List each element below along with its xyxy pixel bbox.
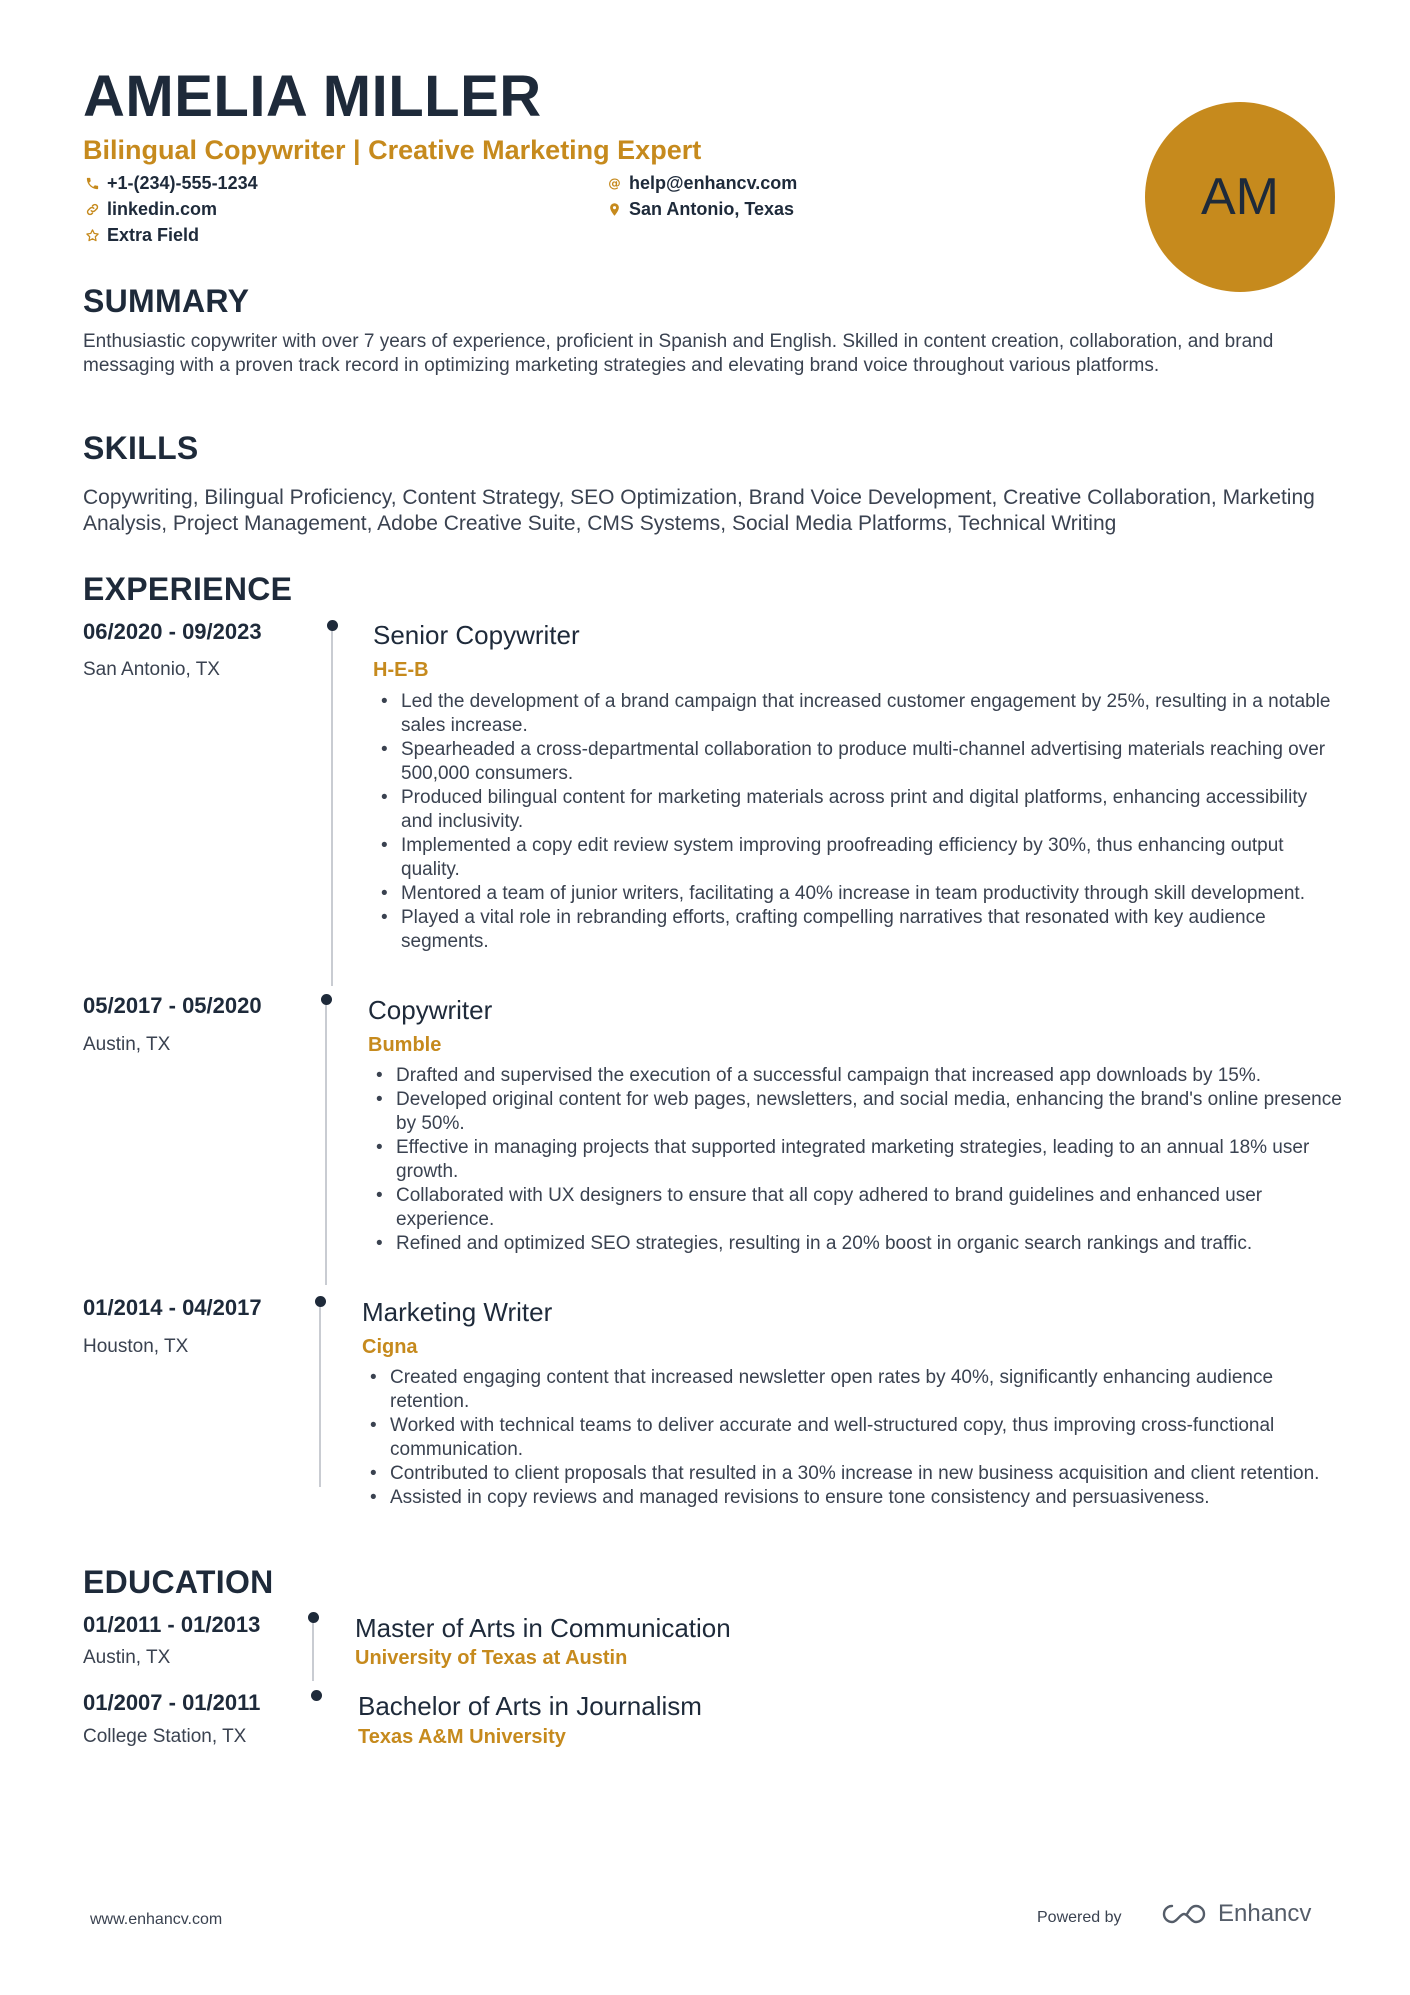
footer-url[interactable]: www.enhancv.com: [90, 1911, 223, 1928]
list-item: • Worked with technical teams to deliver accurate and well-structured copy, thus improving cross-functional communication.: [362, 1414, 1342, 1462]
list-item: • Refined and optimized SEO strategies, resulting in a 20% boost in organic search rankings and traffic.: [368, 1232, 1343, 1256]
list-item: • Produced bilingual content for marketing materials across print and digital platforms, enhancing accessibility and inclusivity.: [373, 786, 1343, 834]
job-dates: 01/2014 - 04/2017: [83, 1295, 262, 1320]
list-item: • Mentored a team of junior writers, facilitating a 40% increase in team productivity through skill development.: [373, 882, 1343, 906]
extra-text: Extra Field: [107, 225, 200, 245]
job-location: Houston, TX: [83, 1336, 189, 1357]
contact-email: [605, 174, 797, 192]
job-title: Senior Copywriter: [373, 620, 580, 650]
job-company: Bumble: [368, 1034, 442, 1056]
list-item: • Assisted in copy reviews and managed revisions to ensure tone consistency and persuasiveness.: [362, 1486, 1342, 1510]
edu-dates: 01/2007 - 01/2011: [83, 1690, 261, 1715]
job-bullets: [368, 1064, 1343, 1256]
enhancv-logo-icon: [1160, 1901, 1208, 1927]
job-title: Marketing Writer: [362, 1297, 553, 1327]
skills-text: Copywriting, Bilingual Proficiency, Content Strategy, SEO Optimization, Brand Voice Development, Creative Collaboration, Marketing Analysis, Project Management, Adobe Creative Suite, CMS Systems, Social Media Platforms, Technical Writing: [83, 486, 1315, 535]
job-company: H-E-B: [373, 659, 429, 681]
enhancv-brand[interactable]: [1160, 1900, 1311, 1928]
job-title: Copywriter: [368, 995, 493, 1025]
edu-school: Texas A&M University: [358, 1726, 566, 1748]
job-bullets: [373, 690, 1343, 954]
edu-location: Austin, TX: [83, 1647, 171, 1668]
list-item: • Played a vital role in rebranding efforts, crafting compelling narratives that resonated with key audience segments.: [373, 906, 1343, 954]
edu-degree: Bachelor of Arts in Journalism: [358, 1691, 702, 1721]
contact-linkedin: [83, 200, 217, 218]
candidate-name: AMELIA MILLER: [83, 64, 542, 129]
summary-text: Enthusiastic copywriter with over 7 years of experience, proficient in Spanish and English. Skilled in content creation, collaboration, and brand messaging with a proven track record in optimizing marketing strategies and elevating brand voice throughout various platforms.: [83, 331, 1274, 376]
contact-location: [605, 200, 794, 218]
email-icon: [605, 174, 623, 192]
edu-degree: Master of Arts in Communication: [355, 1613, 731, 1643]
candidate-title: Bilingual Copywriter | Creative Marketing Expert: [83, 135, 702, 165]
list-item: • Drafted and supervised the execution of a successful campaign that increased app downloads by 15%.: [368, 1064, 1343, 1088]
link-icon: [83, 200, 101, 218]
education-heading: EDUCATION: [83, 1564, 274, 1600]
email-text[interactable]: help@enhancv.com: [629, 173, 798, 193]
edu-location: College Station, TX: [83, 1726, 247, 1747]
phone-text: +1-(234)-555-1234: [107, 173, 258, 193]
contact-extra: [83, 226, 199, 244]
list-item: • Spearheaded a cross-departmental collaboration to produce multi-channel advertising materials reaching over 500,000 consumers.: [373, 738, 1343, 786]
linkedin-text[interactable]: linkedin.com: [107, 199, 218, 219]
contact-phone: [83, 174, 258, 192]
job-company: Cigna: [362, 1336, 418, 1358]
timeline-dot: [308, 1612, 319, 1623]
brand-name: Enhancv: [1218, 1900, 1312, 1927]
job-bullets: [362, 1366, 1342, 1510]
star-icon: [83, 226, 101, 244]
summary-heading: SUMMARY: [83, 283, 250, 319]
list-item: • Contributed to client proposals that resulted in a 30% increase in new business acquisition and client retention.: [362, 1462, 1342, 1486]
timeline-dot: [321, 994, 332, 1005]
job-dates: 05/2017 - 05/2020: [83, 993, 262, 1018]
list-item: • Developed original content for web pages, newsletters, and social media, enhancing the brand's online presence by 50%.: [368, 1088, 1343, 1136]
timeline-dot: [327, 620, 338, 631]
powered-by-label: Powered by: [1037, 1909, 1122, 1926]
timeline-line: [331, 626, 333, 986]
location-icon: [605, 200, 623, 218]
timeline-line: [319, 1302, 321, 1487]
timeline-line: [325, 1000, 327, 1285]
edu-school: University of Texas at Austin: [355, 1647, 628, 1669]
list-item: • Effective in managing projects that supported integrated marketing strategies, leading to an annual 18% user growth.: [368, 1136, 1343, 1184]
skills-heading: SKILLS: [83, 430, 199, 466]
timeline-line: [312, 1619, 314, 1681]
job-location: Austin, TX: [83, 1034, 171, 1055]
timeline-dot: [315, 1296, 326, 1307]
list-item: • Collaborated with UX designers to ensure that all copy adhered to brand guidelines and enhanced user experience.: [368, 1184, 1343, 1232]
job-location: San Antonio, TX: [83, 659, 220, 680]
experience-heading: EXPERIENCE: [83, 571, 293, 607]
avatar: AM: [1145, 102, 1335, 292]
timeline-dot: [311, 1690, 322, 1701]
list-item: • Led the development of a brand campaign that increased customer engagement by 25%, resulting in a notable sales increase.: [373, 690, 1343, 738]
list-item: • Implemented a copy edit review system improving proofreading efficiency by 30%, thus enhancing output quality.: [373, 834, 1343, 882]
phone-icon: [83, 174, 101, 192]
list-item: • Created engaging content that increased newsletter open rates by 40%, significantly enhancing audience retention.: [362, 1366, 1342, 1414]
edu-dates: 01/2011 - 01/2013: [83, 1612, 261, 1637]
job-dates: 06/2020 - 09/2023: [83, 619, 262, 644]
location-text: San Antonio, Texas: [629, 199, 795, 219]
svg-text:@: @: [607, 175, 621, 190]
